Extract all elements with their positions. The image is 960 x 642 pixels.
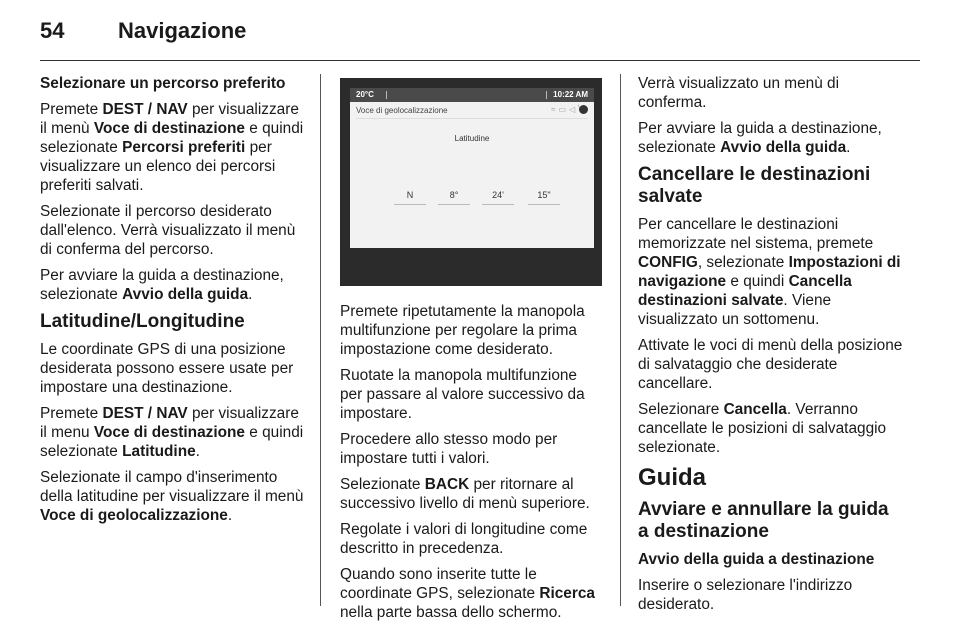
paragraph [40,266,306,304]
menu-item: Percorsi preferiti [122,139,246,156]
column-divider-2 [620,74,621,606]
value-minutes[interactable]: 24' [492,190,504,200]
heading-cancel-destinations: Cancellare le destinazioni salvate [638,164,871,207]
paragraph [340,565,602,622]
text: . [195,443,200,460]
heading-start-guidance: Avvio della guida a destinazione [638,551,875,568]
separator [546,91,547,99]
paragraph [40,100,306,195]
text: . [227,507,233,524]
heading-lat-long: Latitudine/Longitudine [40,311,245,332]
text: per ritornare al successivo livello di menù superiore. [340,476,590,512]
display-screen [350,88,594,248]
text: Per cancellare le destinazioni memorizzate nel sistema, premete [638,216,874,252]
text: . [846,139,851,156]
paragraph [638,400,904,457]
column-divider-1 [320,74,321,606]
menu-item: Ricerca [539,585,595,602]
menu-name: Impostazioni di navigazione [638,254,901,290]
paragraph: Premete ripetutamente la manopola multifunzione per regolare la prima impostazione come desiderato. [340,303,585,358]
text: Selezionate il campo d'inserimento della latitudine per visualizzare il menù [40,469,304,505]
text: , selezionate [697,254,789,271]
paragraph [638,119,904,157]
menu-item: Cancella [723,401,787,418]
key-dest-nav: DEST / NAV [102,101,188,118]
status-bar [350,88,594,102]
temperature-readout: 20°C [356,90,374,99]
paragraph: Selezionate il percorso desiderato dall'elenco. Verrà visualizzato il menù di conferma del percorso. [40,203,296,258]
field-underline [528,204,560,205]
text: e quindi [726,273,789,290]
paragraph: Verrà visualizzato un menù di conferma. [638,75,840,111]
wifi-icon: ≈ [551,105,559,114]
paragraph: Inserire o selezionare l'indirizzo desiderato. [638,577,853,613]
value-direction[interactable]: N [406,190,414,200]
value-seconds[interactable]: 15" [537,190,551,200]
menu-item: Avvio della guida [720,139,847,156]
key-back: BACK [424,476,470,493]
paragraph: Procedere allo stesso modo per impostare tutti i valori. [340,431,558,467]
text: Premete [40,405,103,422]
menu-item: Avvio della guida [122,286,249,303]
field-underline [482,204,514,205]
clock-readout: 10:22 AM [553,90,588,99]
text: Selezionate [340,476,425,493]
info-icon[interactable] [579,105,588,114]
menu-item: Cancella destinazioni salvate [638,273,852,309]
field-underline [438,204,470,205]
text: Quando sono inserite tutte le coordinate GPS, selezionate [340,566,540,602]
header-divider [40,60,920,61]
page-title: Navigazione [118,18,247,43]
text: per visualizzare il menù [40,101,299,137]
map-icon: ▭ [558,105,570,114]
infotainment-screenshot [340,78,602,286]
text: per visualizzare il menu [40,405,299,441]
text: Per avviare la guida a destinazione, selezionate [638,120,882,156]
paragraph: Le coordinate GPS di una posizione desiderata possono essere usate per impostare una destinazione. [40,341,294,396]
text: Per avviare la guida a destinazione, selezionate [40,267,284,303]
heading-preferred-route: Selezionare un percorso preferito [40,75,286,92]
paragraph [638,215,904,329]
column-middle [340,302,602,629]
paragraph [340,475,602,513]
menu-name: Voce di geolocalizzazione [40,507,228,524]
text: . [248,286,253,303]
paragraph: Attivate le voci di menù della posizione di salvataggio che desiderate cancellare. [638,337,903,392]
key-config: CONFIG [638,254,698,271]
field-label: Latitudine [454,134,490,143]
menu-name: Voce di destinazione [93,120,245,137]
text: e quindi selezionate [40,424,304,460]
menu-title: Voce di geolocalizzazione [356,106,448,115]
text: e quindi selezionate [40,120,304,156]
paragraph: Regolate i valori di longitudine come descritto in precedenza. [340,521,588,557]
text: . Verranno cancellate le posizioni di salvataggio selezionate. [638,401,887,456]
text: nella parte bassa dello schermo. [340,604,562,621]
paragraph [40,404,306,461]
speaker-icon: ◁ [569,105,579,114]
paragraph: Ruotate la manopola multifunzione per passare al valore successivo da impostare. [340,367,585,422]
divider [356,118,588,119]
text: . Viene visualizzato un sottomenu. [638,292,832,328]
column-right [638,74,904,621]
separator [386,91,387,99]
heading-guida: Guida [638,464,707,491]
field-underline [394,204,426,205]
text: Premete [40,101,103,118]
text: per visualizzare un elenco dei percorsi preferiti salvati. [40,139,276,194]
heading-start-cancel-guidance: Avviare e annullare la guida a destinazione [638,499,889,542]
key-dest-nav: DEST / NAV [102,405,188,422]
value-degrees[interactable]: 8° [449,190,459,200]
paragraph [40,468,306,525]
menu-item: Latitudine [122,443,196,460]
menu-name: Voce di destinazione [93,424,245,441]
page-number: 54 [40,18,65,43]
column-left [40,74,306,532]
page-header [40,14,920,54]
text: Selezionare [638,401,724,418]
